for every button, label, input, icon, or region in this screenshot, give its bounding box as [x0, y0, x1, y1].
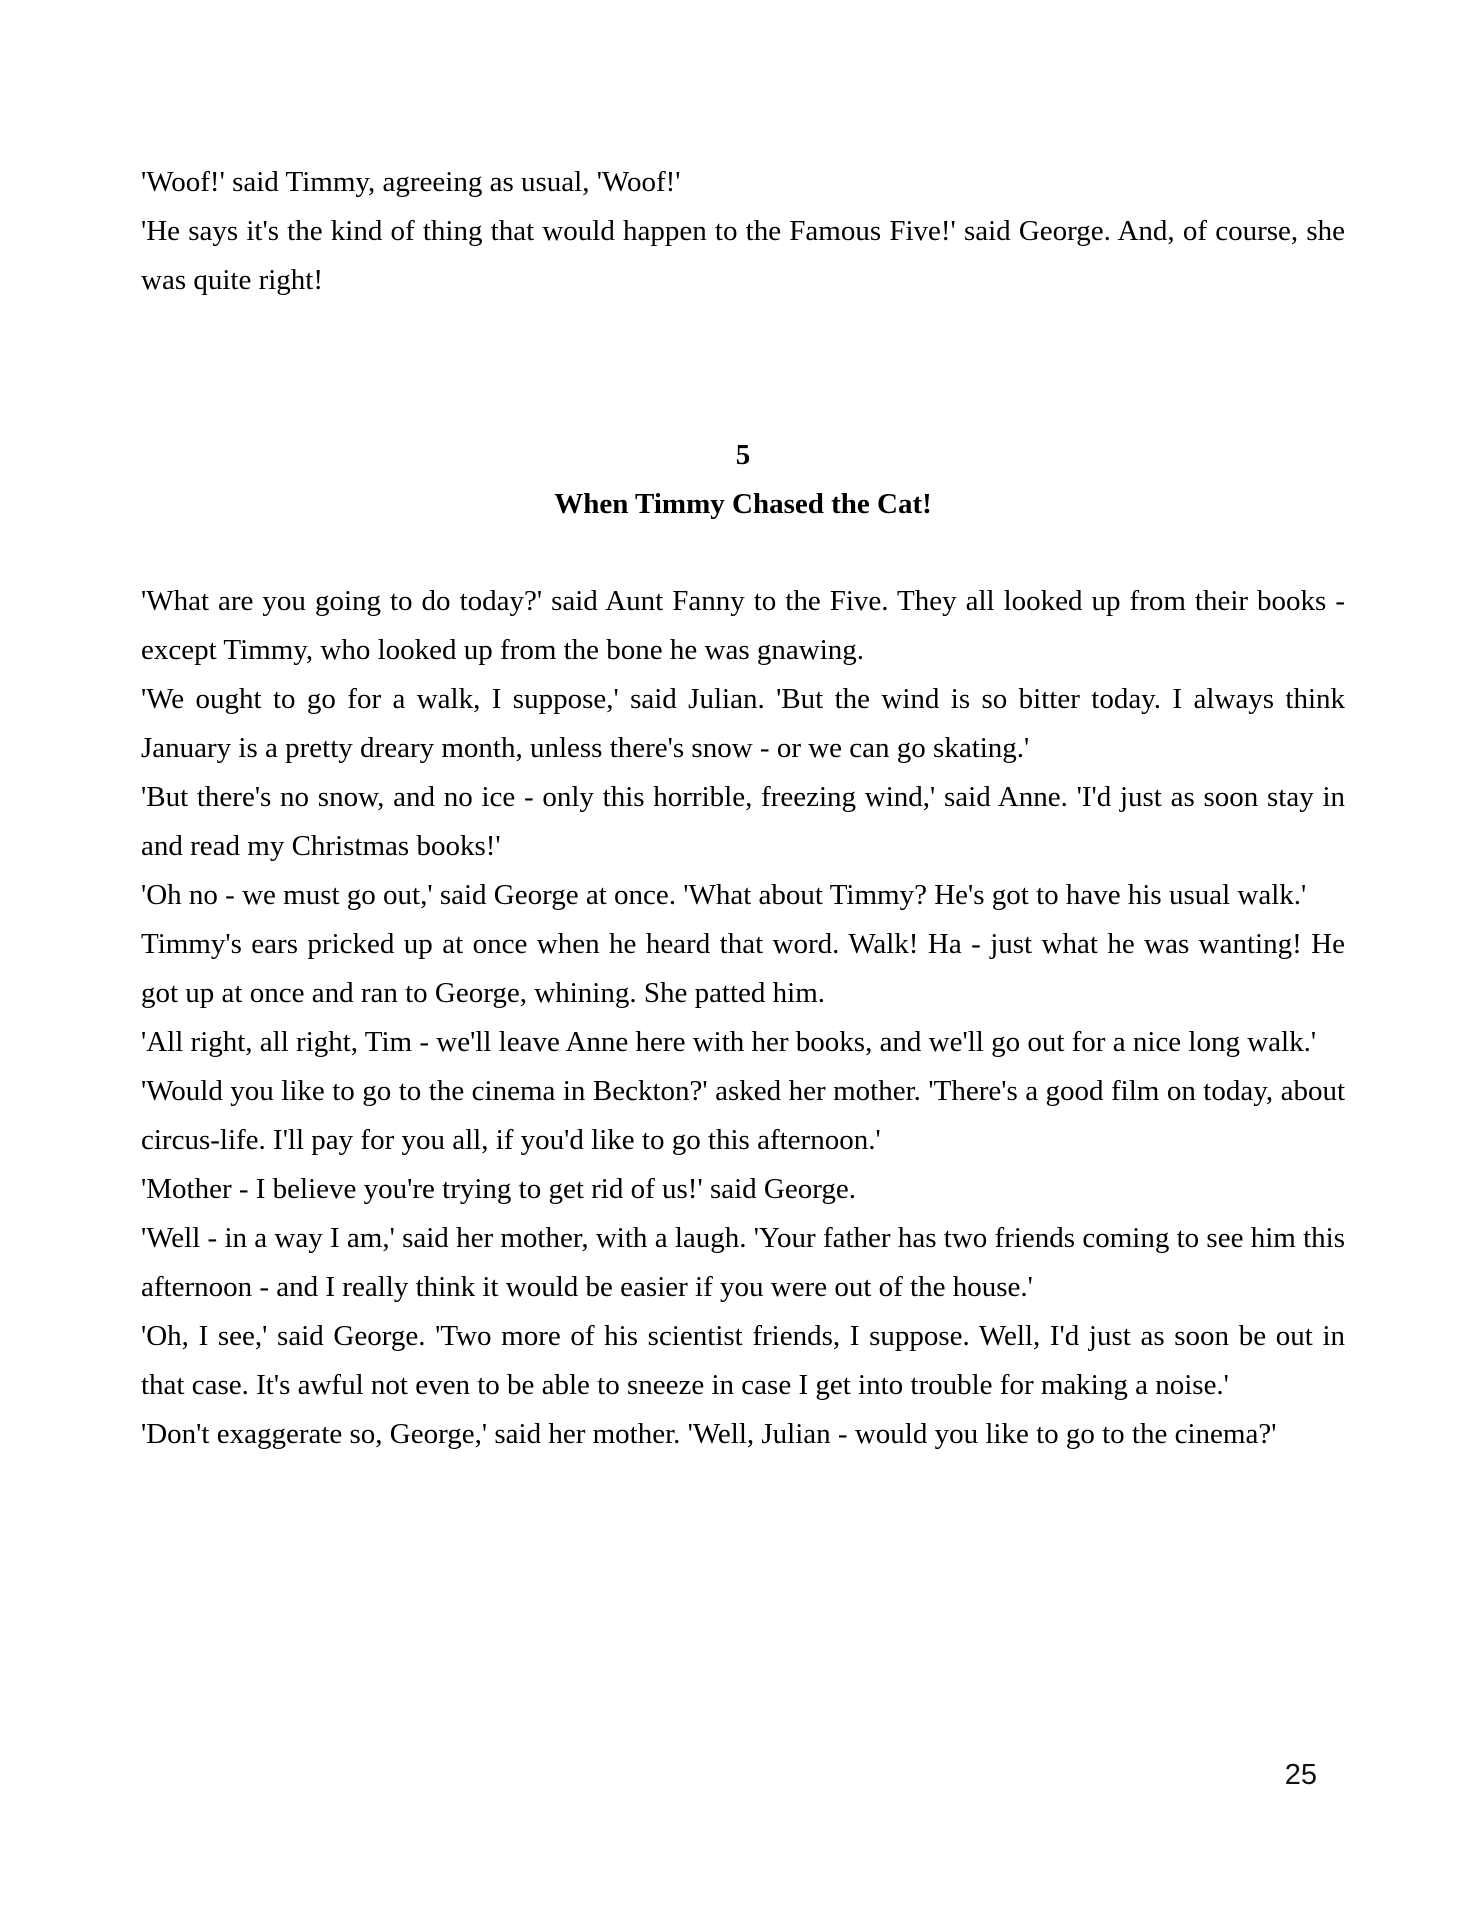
- paragraph: Timmy's ears pricked up at once when he heard that word. Walk! Ha - just what he was wanting! He got up at once and ran to George, whining. She patted him.: [141, 928, 1345, 1009]
- paragraph: 'Oh no - we must go out,' said George at once. 'What about Timmy? He's got to have his usual walk.': [141, 879, 1307, 911]
- paragraph: 'All right, all right, Tim - we'll leave Anne here with her books, and we'll go out for a nice long walk.': [141, 1026, 1317, 1058]
- paragraph: 'Don't exaggerate so, George,' said her mother. 'Well, Julian - would you like to go to the cinema?': [141, 1418, 1277, 1450]
- chapter-heading: [141, 431, 1345, 529]
- page-content: [141, 158, 1345, 1459]
- paragraph: 'Oh, I see,' said George. 'Two more of his scientist friends, I suppose. Well, I'd just as soon be out in that case. It's awful not even to be able to sneeze in case I get into trouble for making a noise.': [141, 1320, 1345, 1401]
- page-number: 25: [1284, 1759, 1317, 1791]
- chapter-number: 5: [735, 439, 751, 471]
- paragraph: 'Mother - I believe you're trying to get rid of us!' said George.: [141, 1173, 856, 1205]
- paragraph: 'We ought to go for a walk, I suppose,' said Julian. 'But the wind is so bitter today. I always think January is a pretty dreary month, unless there's snow - or we can go skating.': [141, 683, 1345, 764]
- chapter-title: When Timmy Chased the Cat!: [554, 488, 932, 520]
- paragraph: 'What are you going to do today?' said Aunt Fanny to the Five. They all looked up from their books - except Timmy, who looked up from the bone he was gnawing.: [141, 585, 1345, 666]
- paragraph: 'Woof!' said Timmy, agreeing as usual, 'Woof!': [141, 166, 681, 198]
- paragraph: 'Well - in a way I am,' said her mother, with a laugh. 'Your father has two friends coming to see him this afternoon - and I really think it would be easier if you were out of the house.': [141, 1222, 1345, 1303]
- paragraph: 'But there's no snow, and no ice - only this horrible, freezing wind,' said Anne. 'I'd just as soon stay in and read my Christmas books!': [141, 781, 1345, 862]
- paragraph: 'He says it's the kind of thing that would happen to the Famous Five!' said George. And, of course, she was quite right!: [141, 215, 1345, 296]
- paragraph: 'Would you like to go to the cinema in Beckton?' asked her mother. 'There's a good film on today, about circus-life. I'll pay for you all, if you'd like to go this afternoon.': [141, 1075, 1345, 1156]
